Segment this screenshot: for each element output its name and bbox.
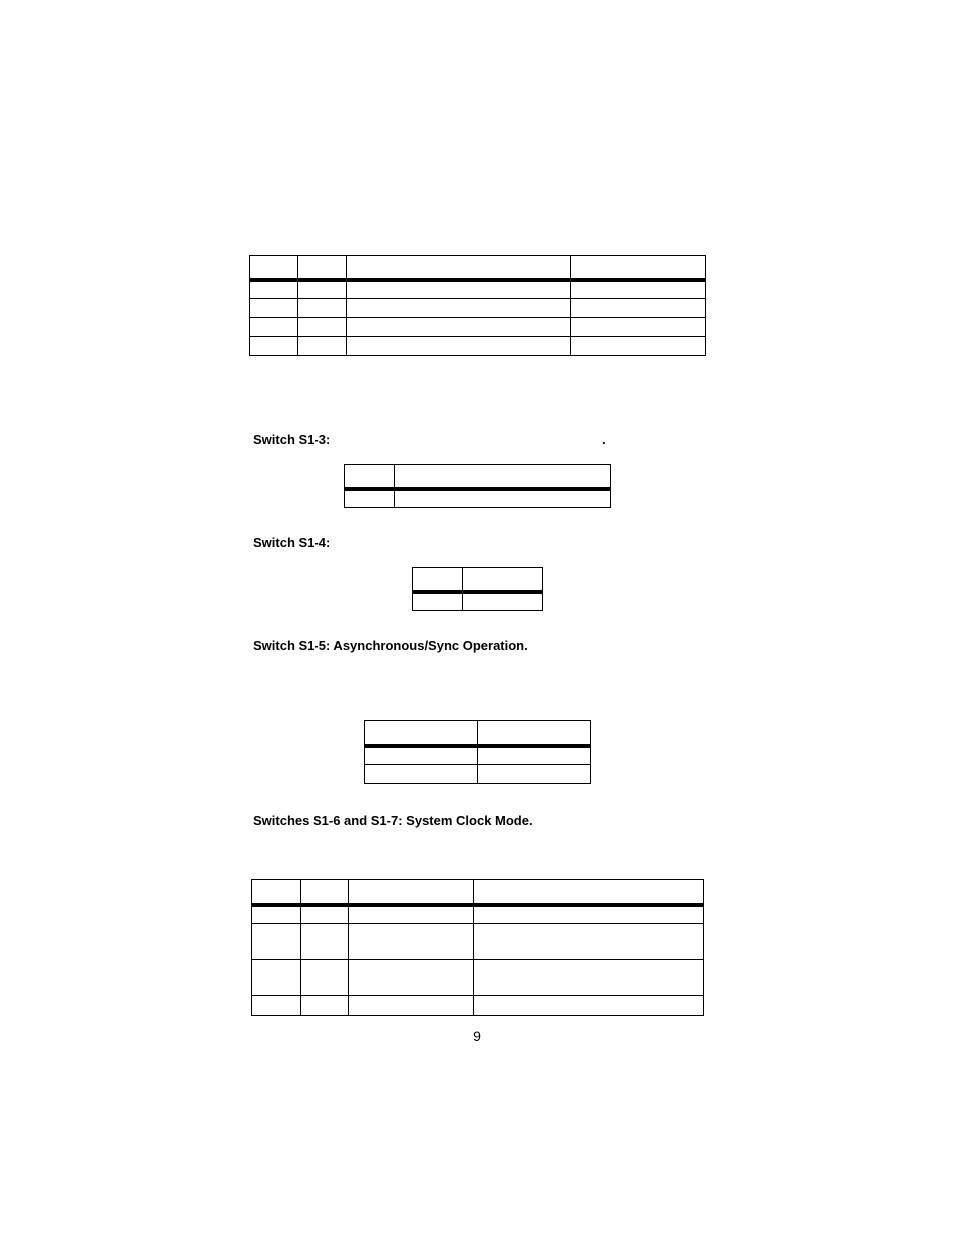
page-number: 9 [473,1028,481,1044]
heading-switch-s1-4: Switch S1-4: [253,535,331,550]
table-header-row [365,721,591,746]
switch-s1-5-table [364,720,591,784]
table-header-row [252,880,704,905]
table-row [250,337,706,356]
table-row [365,746,591,765]
table-row [345,489,611,508]
switch-table-1 [249,255,706,356]
heading-switches-s1-6-s1-7: Switches S1-6 and S1-7: System Clock Mode. [253,813,533,828]
table-row [252,905,704,924]
table-row [250,280,706,299]
table-row [250,299,706,318]
table-header-row [413,568,543,592]
table-header-row [250,256,706,280]
heading-switch-s1-3-period: . [602,432,606,447]
table-row [252,924,704,960]
switch-s1-4-table [412,567,543,611]
table-row [413,592,543,611]
heading-switch-s1-3: Switch S1-3: [253,432,331,447]
heading-switch-s1-5: Switch S1-5: Asynchronous/Sync Operation. [253,638,528,653]
switch-s1-3-table [344,464,611,508]
switch-s1-6-s1-7-table [251,879,704,1016]
table-row [250,318,706,337]
table-row [365,765,591,784]
table-row [252,960,704,996]
table-row [252,996,704,1016]
table-header-row [345,465,611,489]
